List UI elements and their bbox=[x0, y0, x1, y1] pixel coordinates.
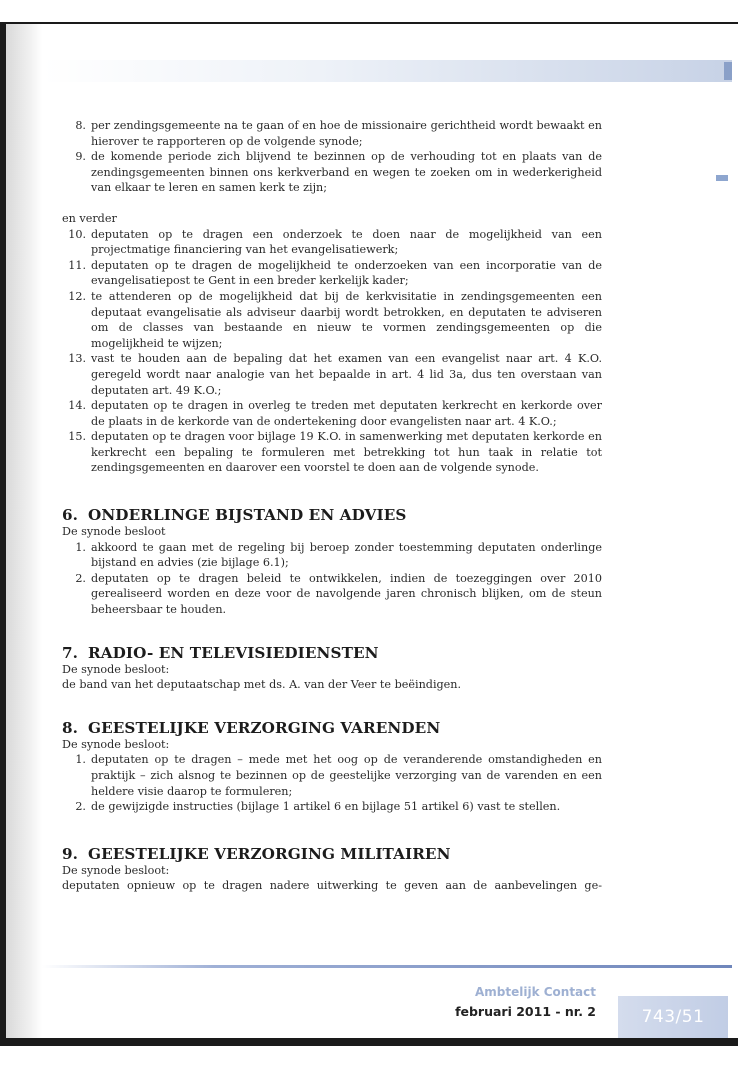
list-item: 1. akkoord te gaan met de regeling bij beroep zonder toestemming deputaten onderlinge bijstand en advies (zie bijlage 6.1); bbox=[75, 540, 602, 570]
list-item: 9. de komende periode zich blijvend te bezinnen op de verhouding tot en plaats van de zendingsgemeenten binnen ons kerkverband en wegen te zoeken om in wederkerigheid van elkaar te leren en samen kerk te zijn; bbox=[75, 150, 602, 195]
section-9-heading: 9. GEESTELIJKE VERZORGING MILITAIREN bbox=[62, 844, 451, 863]
section-8-heading: 8. GEESTELIJKE VERZORGING VARENDEN bbox=[62, 718, 441, 737]
section-7-body: de band van het deputaatschap met ds. A. van der Veer te beëindigen. bbox=[62, 678, 462, 692]
list-item: 15. deputaten op te dragen voor bijlage 19 K.O. in samenwerking met deputaten kerkorde en kerkrecht een bepaling te formuleren met betrekking tot hun taak in relatie tot zendingsgemeenten en daarover een voorstel te doen aan de volgende synode. bbox=[68, 430, 602, 475]
section-8-intro: De synode besloot: bbox=[62, 737, 170, 751]
section-9-intro: De synode besloot: bbox=[62, 863, 170, 877]
list-item: 8. per zendingsgemeente na te gaan of en hoe de missionaire gerichtheid wordt bewaakt en hierover te rapporteren op de volgende synode; bbox=[75, 119, 602, 148]
header-color-band bbox=[42, 60, 732, 82]
publication-title: Ambtelijk Contact bbox=[474, 985, 596, 999]
continuation-list bbox=[62, 118, 602, 196]
header-band-tab bbox=[724, 62, 732, 80]
list-item: 11. deputaten op te dragen de mogelijkheid te onderzoeken van een incorporatie van de evangelisatiepost te Gent in een breder kerkelijk kader; bbox=[68, 258, 602, 288]
section-7-intro: De synode besloot: bbox=[62, 662, 170, 676]
list-item: 10. deputaten op te dragen een onderzoek te doen naar de mogelijkheid van een projectmatige financiering van het evangelisatiewerk; bbox=[68, 227, 602, 257]
list-item: 14. deputaten op te dragen in overleg te treden met deputaten kerkrecht en kerkorde over de plaats in de kerkorde van de ondertekening door evangelisten naar art. 4 K.O.; bbox=[68, 399, 602, 428]
section-6-list bbox=[62, 540, 602, 618]
further-list bbox=[62, 227, 602, 477]
section-7-heading: 7. RADIO- EN TELEVISIEDIENSTEN bbox=[62, 643, 379, 662]
list-item: 2. deputaten op te dragen beleid te ontwikkelen, indien de toezeggingen over 2010 gerealiseerd worden en deze voor de navolgende jaren chronisch blijken, om de steun beheersbaar te houden. bbox=[75, 571, 602, 617]
list-item: 12. te attenderen op de mogelijkheid dat bij de kerkvisitatie in zendingsgemeenten een deputaat evangelisatie als adviseur daarbij wordt betrokken, en deputaten te adviseren om de classes van bestaande en nieuw te vormen zendingsgemeenten op die mogelijkheid te wijzen; bbox=[68, 289, 602, 350]
section-6-intro: De synode besloot bbox=[62, 525, 166, 539]
margin-marker bbox=[716, 175, 728, 181]
list-item: 1. deputaten op te dragen – mede met het oog op de veranderende omstandigheden en praktijk – zich alsnog te bezinnen op de geestelijke verzorging van de varenden en een heldere visie daarop te formuleren; bbox=[75, 753, 602, 798]
scan-edge-bottom bbox=[0, 1038, 738, 1046]
page-number: 743/51 bbox=[618, 996, 728, 1038]
page-body bbox=[62, 118, 602, 894]
en-verder-label: en verder bbox=[62, 211, 117, 225]
scan-edge-top bbox=[0, 22, 738, 24]
binding-gutter bbox=[6, 24, 42, 1038]
list-item: 13. vast te houden aan de bepaling dat het examen van een evangelist naar art. 4 K.O. geregeld wordt naar analogie van het bepaalde in art. 4 lid 3a, dus ten overstaan van deputaten art. 49 K.O.; bbox=[68, 352, 602, 397]
section-6-heading: 6. ONDERLINGE BIJSTAND EN ADVIES bbox=[62, 506, 407, 525]
footer-publication bbox=[455, 985, 596, 1019]
footer-rule bbox=[42, 965, 732, 968]
list-item: 2. de gewijzigde instructies (bijlage 1 artikel 6 en bijlage 51 artikel 6) vast te stellen. bbox=[75, 800, 561, 814]
publication-issue: februari 2011 - nr. 2 bbox=[455, 1004, 596, 1019]
scan-margin-top bbox=[0, 0, 738, 22]
section-8-list bbox=[62, 752, 602, 814]
section-9-body: deputaten opnieuw op te dragen nadere uitwerking te geven aan de aanbevelingen ge- bbox=[62, 879, 602, 893]
